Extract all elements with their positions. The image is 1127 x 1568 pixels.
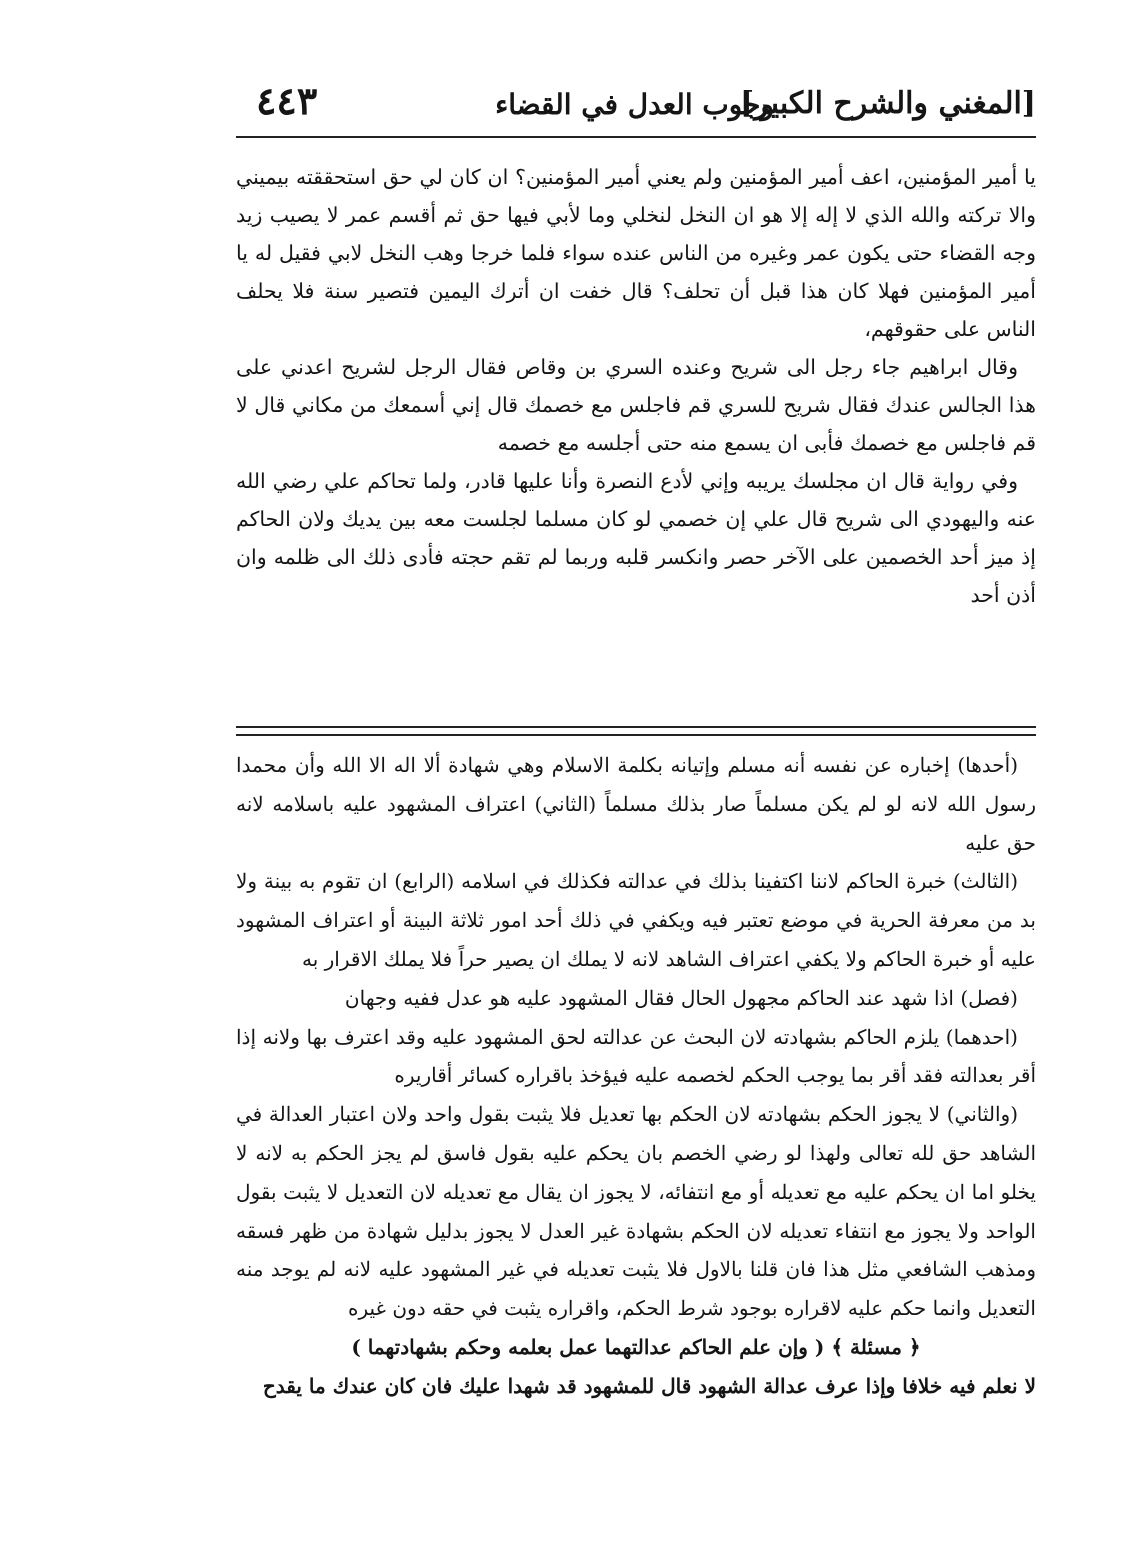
commentary-paragraph: (والثاني) لا يجوز الحكم بشهادته لان الحكم بها تعديل فلا يثبت بقول واحد ولان اعتبار العدالة في الشاهد حق لله تعالى ولهذا لو رضي الخصم بان يحكم عليه بقول فاسق لم يجز الحكم به لانه لا يخلو اما ان يحكم عليه مع تعديله أو مع انتفائه، لا يجوز ان يقال مع تعديله لان التعديل لا يثبت بقول الواحد ولا يجوز مع انتفاء تعديله لان الحكم بشهادة غير العدل لا يجوز بدليل شهادة من ظهر فسقه ومذهب الشافعي مثل هذا فان قلنا بالاول فلا يثبت تعديله في غير المشهود عليه لانه لم يوجد منه التعديل وانما حكم عليه لاقراره بوجود شرط الحكم، واقراره يثبت في حقه دون غيره xyxy=(236,1102,1036,1321)
commentary-text xyxy=(236,746,1036,1406)
commentary-paragraph: (الثالث) خبرة الحاكم لاننا اكتفينا بذلك في عدالته فكذلك في اسلامه (الرابع) ان تقوم به بينة ولا بد من معرفة الحرية في موضع تعتبر فيه ويكفي في ذلك أحد امور ثلاثة البينة أو اعتراف المشهود عليه أو خبرة الحاكم ولا يكفي اعتراف الشاهد لانه لا يملك ان يصير حراً فلا يملك الاقرار به xyxy=(236,869,1036,971)
main-paragraph: وقال ابراهيم جاء رجل الى شريح وعنده السري بن وقاص فقال الرجل لشريح اعدني على هذا الجالس عندك فقال شريح للسري قم فاجلس مع خصمك قال إني أسمعك من مكاني قال لا قم فاجلس مع خصمك فأبى ان يسمع منه حتى أجلسه مع خصمه xyxy=(236,355,1036,455)
commentary-paragraph: (أحدها) إخباره عن نفسه أنه مسلم وإتيانه بكلمة الاسلام وهي شهادة ألا اله الا الله وأن محمدا رسول الله لانه لو لم يكن مسلماً صار بذلك مسلماً (الثاني) اعتراف المشهود عليه باسلامه لانه حق عليه xyxy=(236,753,1036,855)
main-text xyxy=(236,158,1036,614)
closing-line: لا نعلم فيه خلافا وإذا عرف عدالة الشهود قال للمشهود قد شهدا عليك فان كان عندك ما يقدح xyxy=(262,1373,1036,1398)
main-paragraph: وفي رواية قال ان مجلسك يريبه وإني لأدع النصرة وأنا عليها قادر، ولما تحاكم علي رضي الله عنه واليهودي الى شريح قال علي إن خصمي لو كان مسلما لجلست معه بين يديك ولان الحاكم إذ ميز أحد الخصمين على الآخر حصر وانكسر قلبه وربما لم تقم حجته فأدى ذلك الى ظلمه وان أذن أحد xyxy=(236,469,1036,607)
chapter-title: وجوب العدل في القضاء xyxy=(495,88,774,121)
book-title: [المغني والشرح الكبير] xyxy=(740,86,1036,121)
page-header xyxy=(236,78,1036,134)
masala-heading: ﴿ مسئلة ﴾ ( وإن علم الحاكم عدالتهما عمل بعلمه وحكم بشهادتهما ) xyxy=(351,1334,921,1359)
commentary-paragraph: (احدهما) يلزم الحاكم بشهادته لان البحث عن عدالته لحق المشهود عليه وقد اعترف بها ولانه إذا أقر بعدالته فقد أقر بما يوجب الحكم لخصمه عليه فيؤخذ باقراره كسائر أقاريره xyxy=(236,1024,1036,1088)
page-number: ٤٤٣ xyxy=(256,78,318,123)
commentary-separator xyxy=(236,726,1036,736)
header-divider xyxy=(236,136,1036,138)
main-paragraph: يا أمير المؤمنين، اعف أمير المؤمنين ولم يعني أمير المؤمنين؟ ان كان لي حق استحققته بيميني والا تركته والله الذي لا إله إلا هو ان النخل لنخلي وما لأبي فيها حق ثم أقسم عمر لا يصيب زيد وجه القضاء حتى يكون عمر وغيره من الناس عنده سواء فلما خرجا وهب النخل لابي فقيل له يا أمير المؤمنين فهلا كان هذا قبل أن تحلف؟ قال خفت ان أترك اليمين فتصير سنة فلا يحلف الناس على حقوقهم، xyxy=(236,165,1036,341)
commentary-paragraph: (فصل) اذا شهد عند الحاكم مجهول الحال فقال المشهود عليه هو عدل ففيه وجهان xyxy=(344,985,1018,1010)
book-page xyxy=(236,78,1036,1488)
